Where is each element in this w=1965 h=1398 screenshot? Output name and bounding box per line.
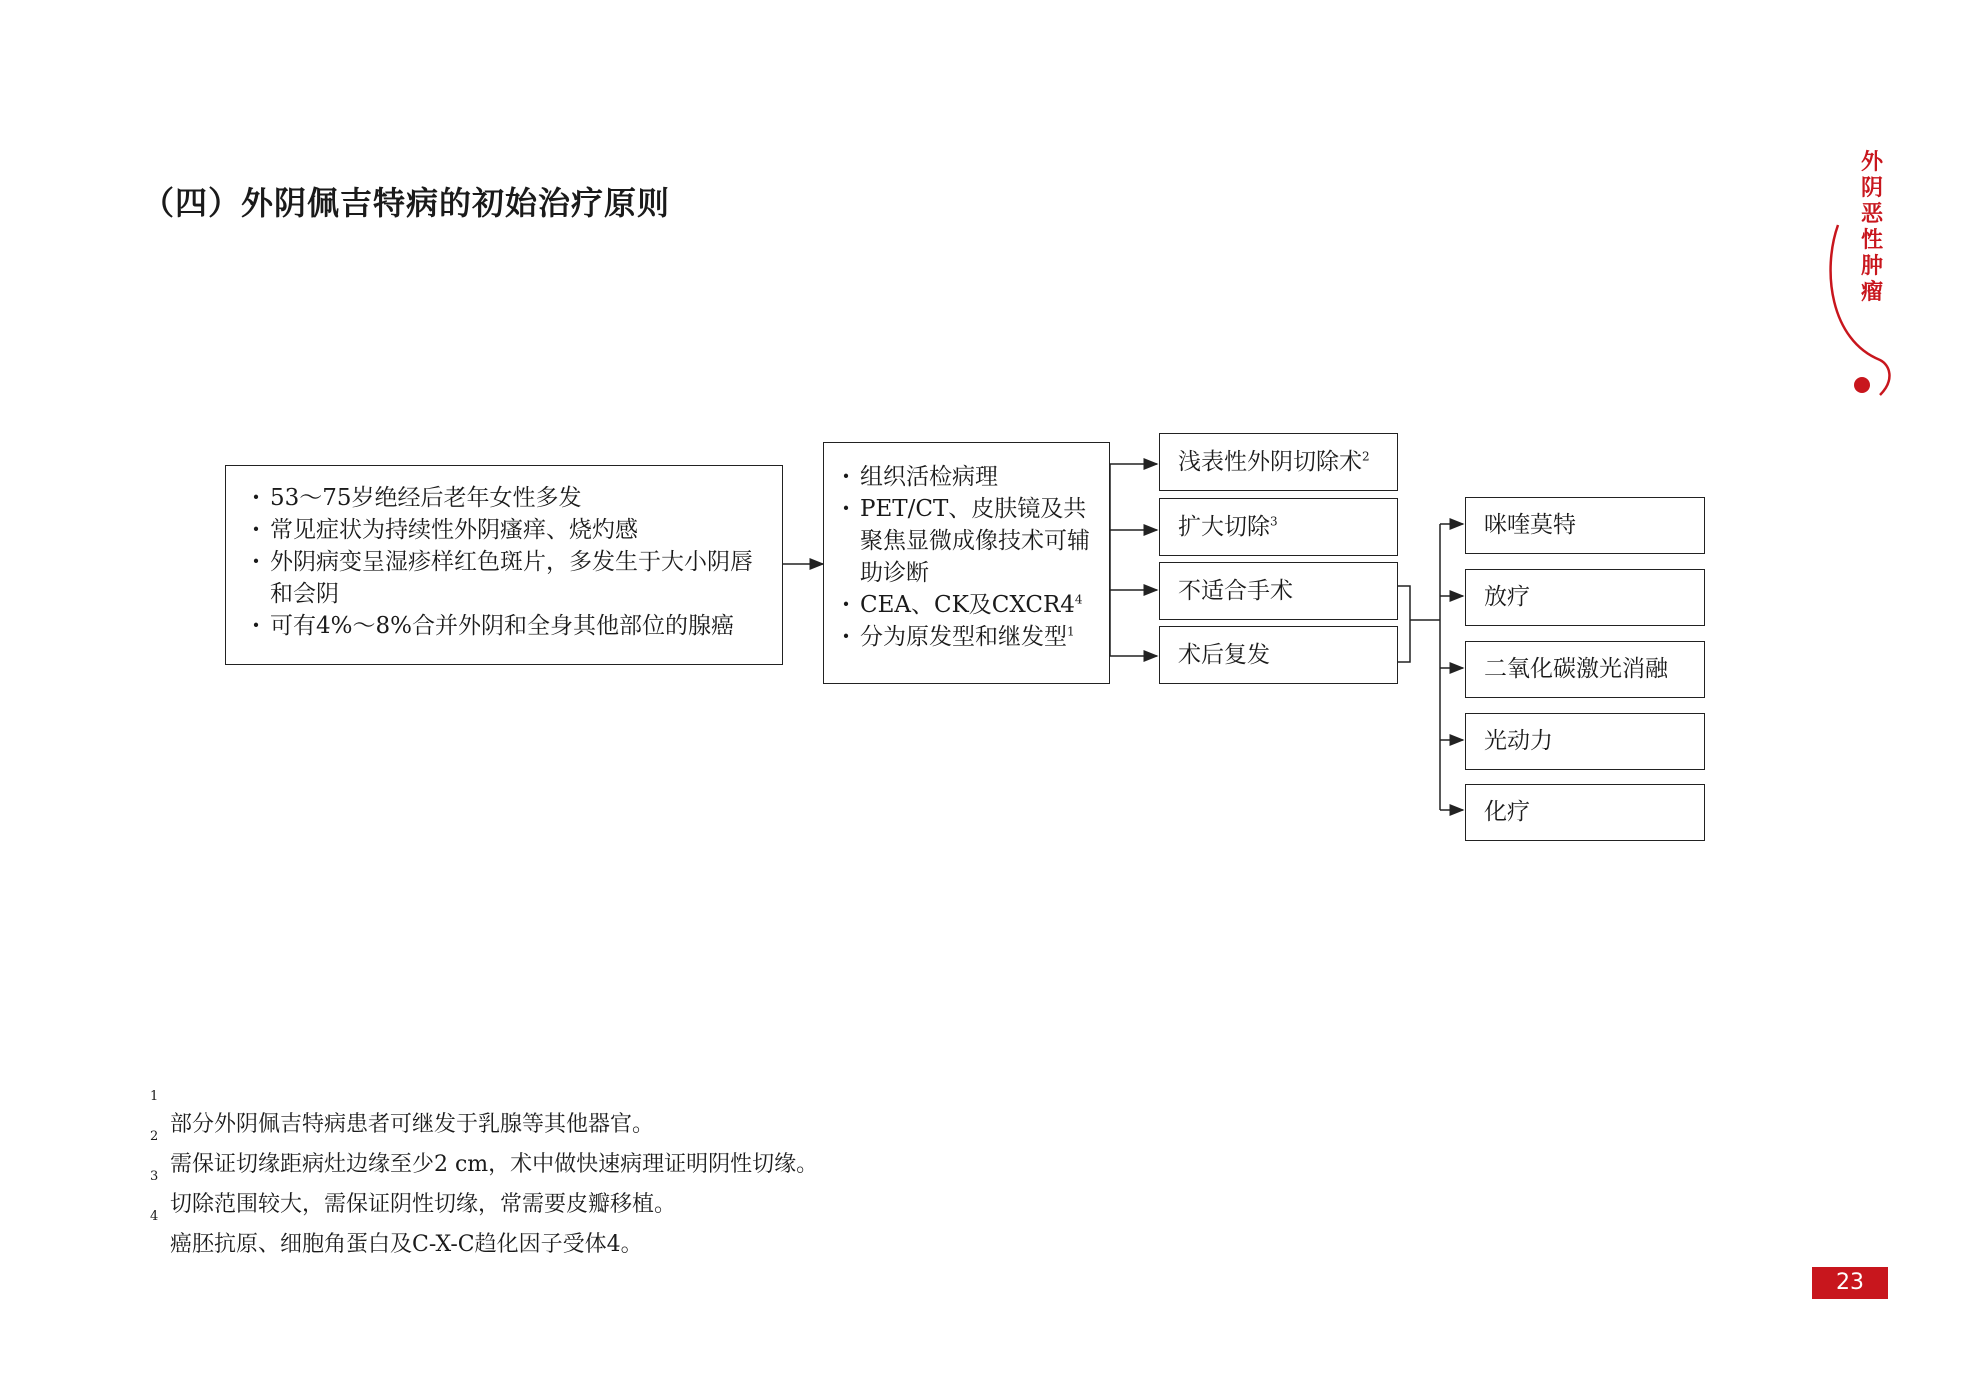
footnote-number: 1 (150, 1089, 159, 1104)
footnotes (150, 1089, 819, 1265)
option-label: 浅表性外阴切除术 (1178, 449, 1362, 475)
footnote-text: 切除范围较大，需保证阴性切缘，常需要皮瓣移植。 (170, 1192, 677, 1217)
footnote-text: 癌胚抗原、细胞角蛋白及C-X-C趋化因子受体4。 (170, 1232, 643, 1257)
chapter-char: 恶 (1860, 202, 1883, 227)
footnote-text: 部分外阴佩吉特病患者可继发于乳腺等其他器官。 (170, 1112, 655, 1137)
footnote-ref: 1 (1067, 624, 1075, 639)
option-box-wide-excision (1159, 498, 1398, 556)
footnote-number: 4 (150, 1209, 159, 1224)
treatment-box-imiquimod (1465, 497, 1705, 554)
treatment-label: 二氧化碳激光消融 (1484, 656, 1668, 682)
list-item-text: 组织活检病理 (860, 464, 998, 490)
footnote-number: 2 (150, 1129, 159, 1144)
chapter-char: 瘤 (1860, 280, 1883, 305)
list-item: · 常见症状为持续性外阴瘙痒、烧灼感 (248, 514, 772, 546)
page-title: （四）外阴佩吉特病的初始治疗原则 (142, 184, 671, 222)
treatment-box-photodynamic (1465, 713, 1705, 770)
treatment-label: 光动力 (1484, 728, 1553, 754)
list-item-text: PET/CT、皮肤镜及共聚焦显微成像技术可辅助诊断 (860, 496, 1090, 586)
chapter-char: 外 (1860, 150, 1883, 175)
treatment-label: 放疗 (1484, 584, 1530, 610)
footnote (150, 1089, 818, 1145)
footnote (150, 1129, 819, 1185)
list-item: · 53～75岁绝经后老年女性多发 (248, 482, 772, 514)
footnote (150, 1209, 818, 1265)
list-item (838, 621, 1101, 653)
chapter-char: 肿 (1860, 254, 1883, 279)
list-item (838, 493, 1101, 589)
chapter-char: 阴 (1860, 176, 1883, 201)
list-item-text: 分为原发型和继发型 (860, 624, 1067, 650)
list-item (838, 461, 1101, 493)
footnote-text: 需保证切缘距病灶边缘至少2 cm，术中做快速病理证明阴性切缘。 (170, 1152, 819, 1177)
option-box-superficial-vulvectomy (1159, 433, 1398, 491)
footnote (150, 1169, 818, 1225)
option-label: 术后复发 (1178, 642, 1270, 668)
footnote-ref: 3 (1270, 514, 1278, 529)
footnote-ref: 4 (1074, 592, 1083, 607)
list-item: · 可有4%～8%合并外阴和全身其他部位的腺癌 (248, 610, 772, 642)
list-item-text: CEA、CK及CXCR4 (860, 592, 1075, 618)
option-label: 扩大切除 (1178, 514, 1270, 540)
footnote-number: 3 (150, 1169, 159, 1184)
list-item (838, 589, 1101, 621)
page-number: 23 (1812, 1267, 1888, 1299)
option-label: 不适合手术 (1178, 578, 1293, 604)
treatment-label: 化疗 (1484, 799, 1530, 825)
list-item: · 外阴病变呈湿疹样红色斑片，多发生于大小阴唇和会阴 (248, 546, 772, 610)
treatment-box-chemotherapy (1465, 784, 1705, 841)
chapter-char: 性 (1860, 228, 1883, 253)
diagnosis-box (823, 442, 1110, 684)
treatment-label: 咪喹莫特 (1484, 512, 1576, 538)
footnote-ref: 2 (1362, 449, 1370, 464)
option-box-not-surgical (1159, 562, 1398, 620)
treatment-box-co2-laser (1465, 641, 1705, 698)
clinical-features-box (225, 465, 783, 665)
option-box-recurrence (1159, 626, 1398, 684)
treatment-box-radiotherapy (1465, 569, 1705, 626)
